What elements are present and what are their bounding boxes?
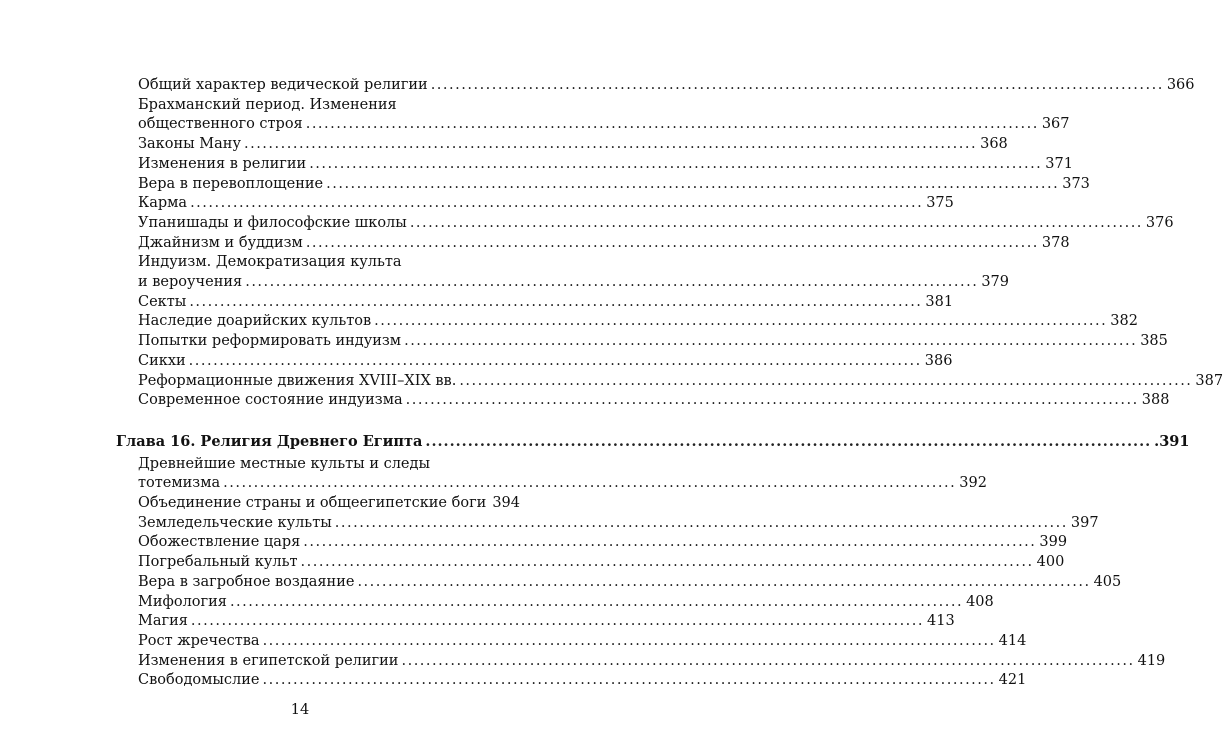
dot-leader: ........................................................................................................................: [262, 632, 996, 649]
toc-entry-title: Индуизм. Демократизация культа: [138, 254, 402, 271]
toc-entry: [116, 612, 955, 632]
toc-entry-page: 388: [1141, 392, 1170, 409]
toc-entry: [116, 652, 1166, 672]
toc-entry: [116, 573, 1122, 593]
dot-leader: ........................................................................................................................: [223, 475, 957, 492]
toc-entry-title: Реформационные движения XVIII–XIX вв.: [138, 372, 457, 389]
toc-entry-page: 386: [924, 352, 953, 369]
toc-entry: [116, 474, 987, 494]
toc-entry: [116, 514, 1099, 534]
toc-entry: [116, 494, 521, 514]
chapter-heading: [116, 432, 1190, 452]
dot-leader: ........................................................................................................................: [425, 432, 1152, 450]
toc-entry-title: Земледельческие культы: [138, 514, 332, 531]
toc-entry-title: Джайнизм и буддизм: [138, 234, 303, 251]
toc-entry: [116, 332, 1168, 352]
dot-leader: ........................................................................................................................: [309, 155, 1043, 172]
toc-entry-first-line: [116, 253, 504, 273]
toc-entry-title: Общий характер ведической религии: [138, 77, 428, 93]
toc-entry-page: 392: [959, 475, 987, 492]
dot-leader: ........................................................................................................................: [357, 573, 1091, 590]
toc-entry-title: Обожествление царя: [138, 534, 301, 551]
toc-entry-page: 399: [1039, 534, 1068, 551]
toc-entry-title: Попытки реформировать индуизм: [138, 333, 402, 350]
toc-entry-title: Наследие доарийских культов: [138, 313, 372, 330]
toc-entry-page: 400: [1036, 554, 1065, 571]
toc-entry-title: Погребальный культ: [138, 554, 298, 571]
toc-entry: [116, 194, 954, 214]
dot-leader: ........................................................................................................................: [334, 514, 1068, 531]
toc-entry-title: Законы Ману: [138, 136, 241, 153]
toc-entry: [116, 115, 1070, 135]
toc-entry-title: Вера в перевоплощение: [138, 175, 324, 192]
toc-entry-page: 376: [1145, 214, 1174, 231]
toc-entry-title: Сикхи: [138, 352, 186, 369]
toc-entry: [116, 76, 1195, 96]
dot-leader: ........................................................................................................................: [190, 195, 924, 212]
toc-entry-page: 419: [1137, 652, 1166, 669]
toc-entry-title: Вера в загробное воздаяние: [138, 573, 355, 590]
toc-entry-title: Свободомыслие: [138, 672, 260, 689]
toc-entry-page: 387: [1195, 372, 1223, 389]
toc-entry: [116, 593, 994, 613]
toc-entry-page: 413: [927, 613, 955, 630]
toc-entry-title: Карма: [138, 195, 188, 212]
page-number: 14: [290, 702, 310, 718]
toc-entry-page: 397: [1070, 514, 1099, 531]
toc-entry: [116, 273, 1010, 293]
toc-entry: [116, 352, 953, 372]
toc-entry-page: 375: [926, 195, 954, 212]
toc-entry-page: 367: [1041, 116, 1070, 133]
chapter-page: .391: [1154, 432, 1190, 450]
dot-leader: ........................................................................................................................: [405, 392, 1139, 409]
dot-leader: ........................................................................................................................: [229, 593, 964, 610]
toc-entry-page: 385: [1140, 333, 1168, 350]
toc-entry: [116, 553, 1065, 573]
toc-entry-first-line: [116, 455, 504, 475]
toc-entry-title: Рост жречества: [138, 632, 260, 649]
dot-leader: ........................................................................................................................: [430, 77, 1164, 93]
toc-entry-title: Объединение страны и общеегипетские боги: [138, 495, 487, 512]
dot-leader: ........................................................................................................................: [190, 613, 925, 630]
table-of-contents: [116, 76, 1223, 691]
toc-entry: [116, 175, 1090, 195]
toc-entry-page: 421: [998, 672, 1027, 689]
dot-leader: ........................................................................................................................: [300, 554, 1034, 571]
toc-entry-title: Упанишады и философские школы: [138, 214, 407, 231]
toc-entry: [116, 372, 1223, 392]
toc-entry-title: Изменения в египетской религии: [138, 652, 399, 669]
toc-entry: [116, 533, 1068, 553]
toc-entry-title-cont: общественного строя: [138, 116, 303, 133]
toc-entry: [116, 234, 1070, 254]
toc-entry-title: Брахманский период. Изменения: [138, 96, 397, 113]
dot-leader: ........................................................................................................................: [262, 672, 996, 689]
dot-leader: ........................................................................................................................: [374, 313, 1108, 330]
toc-entry: [116, 214, 1174, 234]
dot-leader: ........................................................................................................................: [305, 234, 1039, 251]
dot-leader: ........................................................................................................................: [404, 333, 1138, 350]
toc-entry: [116, 671, 1027, 691]
toc-entry-title: Секты: [138, 293, 187, 310]
dot-leader: ........................................................................................................................: [459, 372, 1193, 389]
toc-entry-title: Изменения в религии: [138, 155, 307, 172]
toc-entry-title: Мифология: [138, 593, 227, 610]
dot-leader: ........................................................................................................................: [243, 136, 978, 153]
chapter-title: Глава 16. Религия Древнего Египта: [116, 432, 423, 450]
toc-entry-title: Древнейшие местные культы и следы: [138, 455, 430, 472]
toc-entry-page: 368: [980, 136, 1008, 153]
dot-leader: ........................................................................................................................: [188, 352, 922, 369]
toc-entry: [116, 293, 954, 313]
toc-entry: [116, 312, 1138, 332]
toc-entry-page: 408: [966, 593, 994, 610]
toc-entry-title-cont: и вероучения: [138, 274, 243, 291]
toc-entry: [116, 155, 1073, 175]
dot-leader: ........................................................................................................................: [326, 175, 1060, 192]
toc-entry-page: 366: [1166, 77, 1195, 93]
toc-entry-page: 382: [1110, 313, 1138, 330]
dot-leader: ........................................................................................................................: [401, 652, 1135, 669]
dot-leader: ........................................................................................................................: [409, 214, 1143, 231]
toc-entry: [116, 135, 1008, 155]
toc-entry: [116, 632, 1027, 652]
toc-entry-title: Магия: [138, 613, 188, 630]
toc-entry-first-line: [116, 96, 504, 116]
toc-entry: [116, 391, 1170, 411]
toc-entry-page: 405: [1093, 573, 1122, 590]
toc-entry-title: Современное состояние индуизма: [138, 392, 403, 409]
dot-leader: ........................................................................................................................: [189, 293, 923, 310]
dot-leader: ........................................................................................................................: [305, 116, 1039, 133]
toc-entry-title-cont: тотемизма: [138, 475, 221, 492]
toc-entry-page: 371: [1045, 155, 1073, 172]
toc-entry-page: 379: [981, 274, 1010, 291]
toc-entry-page: 373: [1062, 175, 1090, 192]
toc-entry-page: 394: [492, 495, 521, 512]
dot-leader: ........................................................................................................................: [245, 274, 979, 291]
toc-entry-page: 381: [925, 293, 954, 310]
dot-leader: ........................................................................................................................: [303, 534, 1037, 551]
toc-entry-page: 378: [1041, 234, 1070, 251]
toc-entry-page: 414: [998, 632, 1027, 649]
